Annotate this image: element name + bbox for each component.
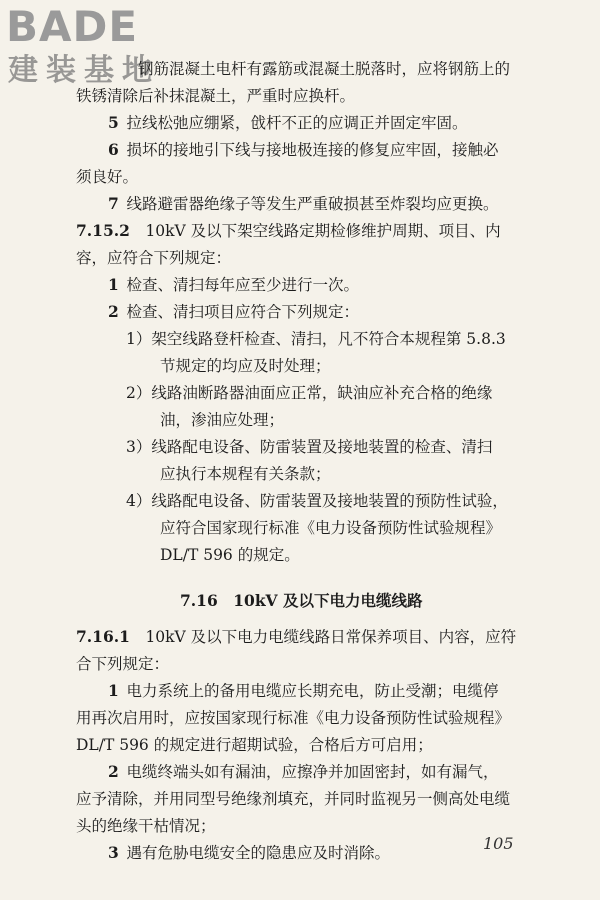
text-line: DL/T 596 的规定进行超期试验，合格后方可启用； bbox=[76, 736, 433, 754]
text-line: 钢筋混凝土电杆有露筋或混凝土脱落时，应将钢筋上的 bbox=[138, 60, 511, 78]
clause: 7.16.1 10kV 及以下电力电缆线路日常保养项目、内容，应符 bbox=[76, 627, 517, 646]
sub-item: 3）线路配电设备、防雷装置及接地装置的检查、清扫 bbox=[126, 438, 493, 456]
clause: 7.15.2 10kV 及以下架空线路定期检修维护周期、项目、内 bbox=[76, 221, 501, 240]
item-number: 1 bbox=[108, 681, 119, 700]
item-number: 3 bbox=[108, 843, 119, 862]
sub-item: 4）线路配电设备、防雷装置及接地装置的预防性试验， bbox=[126, 492, 508, 510]
list-item: 2 电缆终端头如有漏油，应擦净并加固密封，如有漏气， bbox=[108, 762, 499, 781]
list-item: 1 检查、清扫每年应至少进行一次。 bbox=[108, 275, 360, 294]
item-number: 5 bbox=[108, 113, 119, 132]
item-number: 2 bbox=[108, 302, 119, 321]
list-item: 1 电力系统上的备用电缆应长期充电，防止受潮；电缆停 bbox=[108, 681, 499, 700]
watermark-logo bbox=[6, 4, 186, 94]
text-line: 应执行本规程有关条款； bbox=[160, 465, 331, 483]
item-number: 7 bbox=[108, 194, 119, 213]
item-number: 1 bbox=[108, 275, 119, 294]
sub-item: 1）架空线路登杆检查、清扫，凡不符合本规程第 5.8.3 bbox=[126, 330, 506, 348]
text-line: 油，渗油应处理； bbox=[160, 411, 285, 429]
logo-wordmark: BADE bbox=[6, 2, 139, 51]
item-number: 6 bbox=[108, 140, 119, 159]
text-line: 须良好。 bbox=[76, 168, 139, 186]
clause-number: 7.15.2 bbox=[76, 221, 130, 240]
text-line: 应符合国家现行标准《电力设备预防性试验规程》 bbox=[160, 519, 502, 537]
list-item: 5 拉线松弛应绷紧，戗杆不正的应调正并固定牢固。 bbox=[108, 113, 468, 132]
logo-subtitle: 建装基地 bbox=[8, 53, 160, 88]
text-line: 应予清除，并用同型号绝缘剂填充，并同时监视另一侧高处电缆 bbox=[76, 790, 511, 808]
list-item: 7 线路避雷器绝缘子等发生严重破损甚至炸裂均应更换。 bbox=[108, 194, 499, 213]
list-item: 3 遇有危胁电缆安全的隐患应及时消除。 bbox=[108, 843, 391, 862]
item-number: 2 bbox=[108, 762, 119, 781]
text-line: 节规定的均应及时处理； bbox=[160, 357, 331, 375]
text-line: 容，应符合下列规定： bbox=[76, 249, 232, 267]
sub-item: 2）线路油断路器油面应正常，缺油应补充合格的绝缘 bbox=[126, 384, 493, 402]
text-line: 用再次启用时，应按国家现行标准《电力设备预防性试验规程》 bbox=[76, 709, 511, 727]
page-number: 105 bbox=[483, 834, 514, 853]
list-item: 2 检查、清扫项目应符合下列规定： bbox=[108, 302, 360, 321]
text-line: 合下列规定： bbox=[76, 655, 170, 673]
clause-number: 7.16.1 bbox=[76, 627, 130, 646]
text-line: 头的绝缘干枯情况； bbox=[76, 817, 216, 835]
section-heading: 7.16 10kV 及以下电力电缆线路 bbox=[180, 591, 423, 610]
text-line: DL/T 596 的规定。 bbox=[160, 546, 300, 564]
text-line: 铁锈清除后补抹混凝土，严重时应换杆。 bbox=[76, 87, 356, 105]
list-item: 6 损坏的接地引下线与接地极连接的修复应牢固，接触必 bbox=[108, 140, 499, 159]
